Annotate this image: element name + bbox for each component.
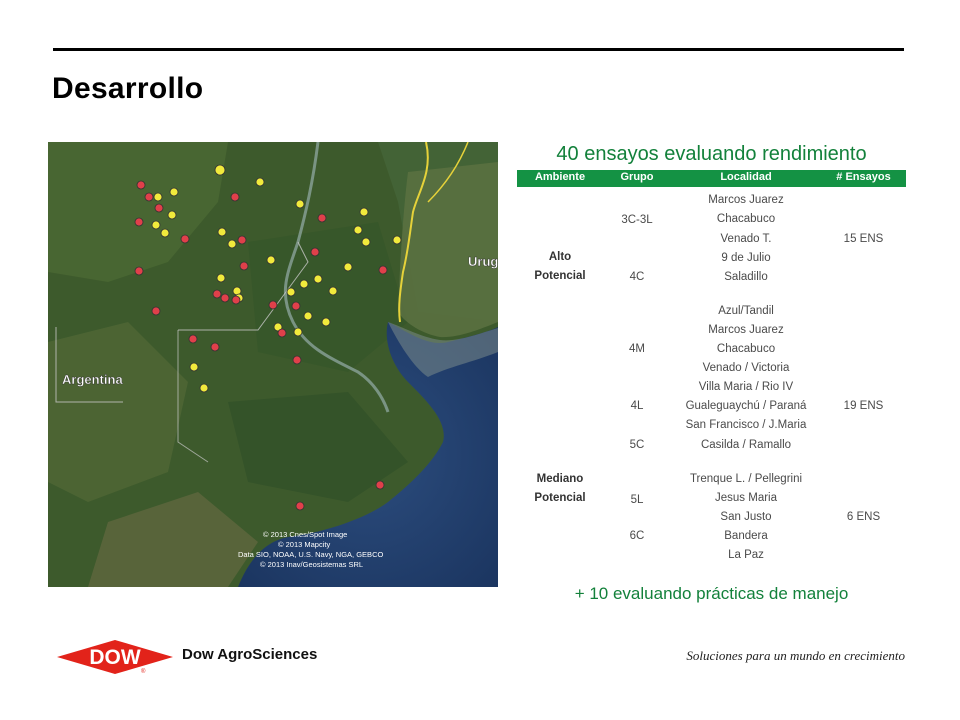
map-pin[interactable] [318, 214, 326, 222]
grupo-cell: 4M [629, 343, 645, 355]
map-pin[interactable] [354, 226, 362, 234]
map-pin[interactable] [221, 294, 229, 302]
map-pin[interactable] [300, 280, 308, 288]
map-pin[interactable] [267, 256, 275, 264]
ensayos-cell: 15 ENS [843, 233, 884, 245]
map-pin[interactable] [217, 274, 225, 282]
map-pin[interactable] [181, 235, 189, 243]
map-pin[interactable] [152, 221, 160, 229]
map-pin[interactable] [329, 287, 337, 295]
col-header-grupo: Grupo [620, 171, 654, 183]
map-pin[interactable] [296, 502, 304, 510]
map-pin[interactable] [360, 208, 368, 216]
map-pin[interactable] [322, 318, 330, 326]
map-pin[interactable] [292, 302, 300, 310]
satellite-map [48, 142, 498, 587]
map-credit: © 2013 Mapcity [278, 540, 331, 549]
map-credit: © 2013 Cnes/Spot Image [263, 530, 348, 539]
localidad-cell: San Francisco / J.Maria [685, 419, 807, 431]
map-pin[interactable] [231, 193, 239, 201]
map-pin[interactable] [376, 481, 384, 489]
map-label-argentina: Argentina [62, 372, 123, 387]
map-pin[interactable] [155, 204, 163, 212]
map-pin[interactable] [170, 188, 178, 196]
map-pin[interactable] [293, 356, 301, 364]
map-pin[interactable] [213, 290, 221, 298]
map-pin[interactable] [304, 312, 312, 320]
ambiente-alto-line2: Potencial [534, 270, 586, 282]
localidad-cell: Casilda / Ramallo [700, 439, 792, 451]
top-divider [53, 48, 904, 51]
map-pin[interactable] [135, 218, 143, 226]
map-pin[interactable] [238, 236, 246, 244]
map-pin[interactable] [190, 363, 198, 371]
table-header-row [517, 170, 906, 187]
management-note: + 10 evaluando prácticas de manejo [574, 584, 849, 603]
slogan: Soluciones para un mundo en crecimiento [686, 648, 905, 663]
map-label-uruguay: Urug [468, 254, 498, 269]
headline: 40 ensayos evaluando rendimiento [556, 143, 867, 165]
map-pin[interactable] [218, 228, 226, 236]
map-pin[interactable] [311, 248, 319, 256]
ambiente-mediano-line1: Mediano [536, 473, 584, 485]
ambiente-mediano-line2: Potencial [534, 492, 586, 504]
map-pin[interactable] [393, 236, 401, 244]
localidad-cell: Jesus Maria [715, 492, 777, 504]
map-credit: Data SIO, NOAA, U.S. Navy, NGA, GEBCO [238, 550, 384, 559]
localidad-cell: Marcos Juarez [708, 194, 784, 206]
localidad-cell: La Paz [728, 549, 764, 561]
localidad-cell: Chacabuco [716, 213, 776, 225]
localidad-cell: Venado T. [720, 233, 772, 245]
map-pin[interactable] [211, 343, 219, 351]
map-pin[interactable] [135, 267, 143, 275]
grupo-cell: 5C [629, 439, 645, 451]
col-header-localidad: Localidad [720, 171, 772, 183]
map-pin[interactable] [269, 301, 277, 309]
ensayos-cell: 6 ENS [846, 511, 881, 523]
map-pin[interactable] [168, 211, 176, 219]
map-pin[interactable] [145, 193, 153, 201]
logo-text: DOW [89, 646, 141, 669]
dow-logo [55, 638, 175, 681]
map-pin[interactable] [362, 238, 370, 246]
ensayos-cell: 19 ENS [843, 400, 884, 412]
map-pin[interactable] [344, 263, 352, 271]
map-pin[interactable] [137, 181, 145, 189]
brand-name: Dow AgroSciences [182, 646, 318, 663]
map-pin[interactable] [294, 328, 302, 336]
slide-title: Desarrollo [52, 72, 204, 105]
dow-diamond-icon [55, 638, 175, 676]
map-pin[interactable] [154, 193, 162, 201]
map-pin[interactable] [256, 178, 264, 186]
localidad-cell: 9 de Julio [721, 252, 771, 264]
localidad-cell: Azul/Tandil [718, 305, 774, 317]
map-pin[interactable] [296, 200, 304, 208]
map-pin[interactable] [189, 335, 197, 343]
map-pin[interactable] [200, 384, 208, 392]
grupo-cell: 3C-3L [621, 214, 653, 226]
localidad-cell: San Justo [720, 511, 772, 523]
localidad-cell: Gualeguaychú / Paraná [685, 400, 807, 412]
map-pin[interactable] [287, 288, 295, 296]
map-canvas [48, 142, 498, 587]
map-pin[interactable] [379, 266, 387, 274]
col-header-ambiente: Ambiente [534, 171, 586, 183]
map-pin[interactable] [152, 307, 160, 315]
localidad-cell: Chacabuco [716, 343, 776, 355]
localidad-cell: Marcos Juarez [708, 324, 784, 336]
map-pin[interactable] [232, 296, 240, 304]
col-header-ensayos: # Ensayos [836, 171, 891, 183]
map-pin[interactable] [161, 229, 169, 237]
grupo-cell: 5L [630, 494, 644, 506]
map-credit: © 2013 Inav/Geosistemas SRL [260, 560, 364, 569]
uruguay-land [398, 162, 498, 337]
map-pin[interactable] [278, 329, 286, 337]
localidad-cell: Venado / Victoria [702, 362, 790, 374]
localidad-cell: Saladillo [724, 271, 768, 283]
localidad-cell: Trenque L. / Pellegrini [689, 473, 803, 485]
map-pin[interactable] [314, 275, 322, 283]
registered-mark: ® [141, 669, 146, 675]
ambiente-alto-line1: Alto [548, 251, 572, 263]
localidad-cell: Bandera [724, 530, 768, 542]
map-pin[interactable] [228, 240, 236, 248]
map-pin[interactable] [215, 165, 225, 175]
grupo-cell: 6C [629, 530, 645, 542]
map-pin[interactable] [240, 262, 248, 270]
localidad-cell: Villa Maria / Rio IV [698, 381, 794, 393]
grupo-cell: 4L [630, 400, 644, 412]
grupo-cell: 4C [629, 271, 645, 283]
